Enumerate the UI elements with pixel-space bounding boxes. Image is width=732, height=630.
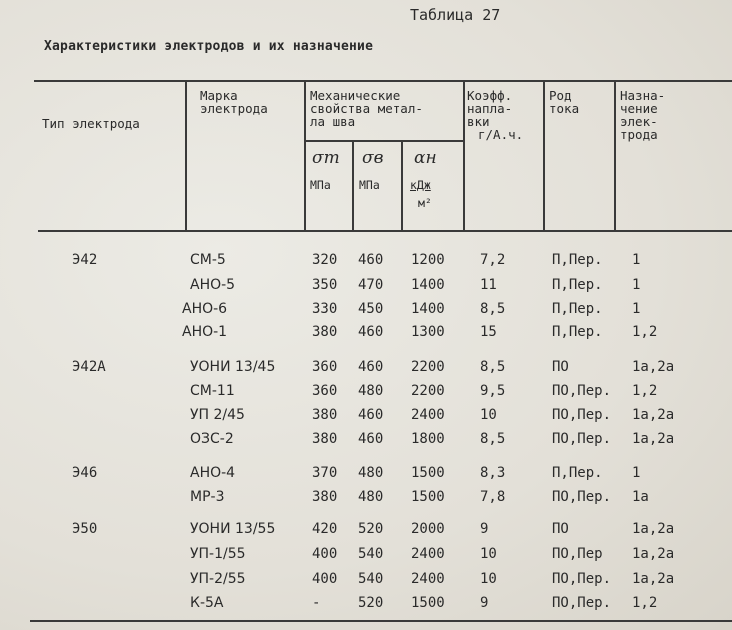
cell-sigma-t: 380 <box>312 489 338 505</box>
header-mech-line2: свойства метал- <box>310 101 423 116</box>
cell-sigma-t: 320 <box>312 252 338 268</box>
bottom-rule <box>30 620 732 622</box>
cell-coef: 7,8 <box>480 489 506 505</box>
cell-sigma-v: 460 <box>358 252 384 268</box>
cell-current: П,Пер. <box>552 465 603 481</box>
cell-purpose: 1,2 <box>632 383 658 399</box>
cell-purpose: 1а,2а <box>632 546 675 562</box>
cell-current: ПО,Пер. <box>552 431 612 447</box>
header-current-line2: тока <box>549 101 580 116</box>
cell-brand: УОНИ 13/45 <box>190 359 276 375</box>
cell-current: ПО <box>552 359 569 375</box>
col-divider-7 <box>614 82 616 230</box>
cell-alpha-n: 1500 <box>411 595 445 611</box>
cell-alpha-n: 1800 <box>411 431 445 447</box>
cell-current: П,Пер. <box>552 277 603 293</box>
header-brand-line1: Марка <box>200 88 238 103</box>
header-alpha-n: αн <box>414 148 437 168</box>
cell-brand: СМ-11 <box>190 383 235 399</box>
cell-purpose: 1 <box>632 465 641 481</box>
cell-alpha-n: 2400 <box>411 407 445 423</box>
col-divider-5 <box>463 82 465 230</box>
cell-alpha-n: 2400 <box>411 546 445 562</box>
cell-brand: ОЗС-2 <box>190 431 234 447</box>
cell-coef: 10 <box>480 571 497 587</box>
cell-type: Э50 <box>72 521 98 537</box>
col-divider-1 <box>185 82 187 230</box>
cell-coef: 8,3 <box>480 465 506 481</box>
cell-sigma-v: 540 <box>358 546 384 562</box>
header-purpose-line2: чение <box>620 101 658 116</box>
cell-alpha-n: 2400 <box>411 571 445 587</box>
cell-type: Э42 <box>72 252 98 268</box>
cell-current: ПО,Пер. <box>552 383 612 399</box>
cell-coef: 10 <box>480 407 497 423</box>
cell-coef: 15 <box>480 324 497 340</box>
cell-sigma-t: 380 <box>312 431 338 447</box>
cell-brand: УП 2/45 <box>190 407 245 423</box>
header-sigma-t: σт <box>312 148 340 168</box>
header-unit-kj: кДж <box>410 178 431 192</box>
header-mech-line3: ла шва <box>310 114 356 129</box>
col-divider-2 <box>304 82 306 230</box>
cell-purpose: 1а,2а <box>632 431 675 447</box>
cell-sigma-t: 370 <box>312 465 338 481</box>
cell-brand: УОНИ 13/55 <box>190 521 276 537</box>
cell-alpha-n: 1400 <box>411 301 445 317</box>
cell-sigma-v: 520 <box>358 521 384 537</box>
cell-sigma-t: 420 <box>312 521 338 537</box>
cell-coef: 8,5 <box>480 301 506 317</box>
cell-current: П,Пер. <box>552 252 603 268</box>
cell-purpose: 1,2 <box>632 324 658 340</box>
cell-sigma-v: 460 <box>358 324 384 340</box>
mech-sub-rule <box>305 140 463 142</box>
cell-alpha-n: 1500 <box>411 489 445 505</box>
cell-purpose: 1,2 <box>632 595 658 611</box>
cell-sigma-t: 380 <box>312 407 338 423</box>
table-caption: Таблица 27 <box>410 6 501 24</box>
cell-current: ПО,Пер. <box>552 571 612 587</box>
cell-sigma-t: 350 <box>312 277 338 293</box>
header-type: Тип электрода <box>42 116 140 131</box>
cell-coef: 10 <box>480 546 497 562</box>
cell-alpha-n: 1400 <box>411 277 445 293</box>
top-rule <box>34 80 732 82</box>
col-divider-3 <box>352 141 354 230</box>
cell-current: ПО,Пер <box>552 546 603 562</box>
cell-current: ПО <box>552 521 569 537</box>
cell-sigma-v: 450 <box>358 301 384 317</box>
cell-sigma-v: 480 <box>358 383 384 399</box>
cell-alpha-n: 1500 <box>411 465 445 481</box>
cell-coef: 8,5 <box>480 431 506 447</box>
cell-sigma-t: - <box>312 595 321 611</box>
header-unit-mpa-2: МПа <box>359 178 380 192</box>
cell-current: ПО,Пер. <box>552 595 612 611</box>
cell-sigma-v: 460 <box>358 407 384 423</box>
cell-brand: УП-2/55 <box>190 571 246 587</box>
cell-coef: 7,2 <box>480 252 506 268</box>
cell-brand: К-5А <box>190 595 224 611</box>
cell-type: Э46 <box>72 465 98 481</box>
cell-current: П,Пер. <box>552 301 603 317</box>
cell-purpose: 1а,2а <box>632 407 675 423</box>
cell-sigma-t: 360 <box>312 383 338 399</box>
cell-sigma-t: 380 <box>312 324 338 340</box>
cell-purpose: 1а,2а <box>632 521 675 537</box>
cell-sigma-v: 480 <box>358 465 384 481</box>
header-unit-mpa-1: МПа <box>310 178 331 192</box>
cell-coef: 11 <box>480 277 497 293</box>
cell-brand: СМ-5 <box>190 252 226 268</box>
cell-alpha-n: 1300 <box>411 324 445 340</box>
header-bottom-rule <box>38 230 732 232</box>
cell-purpose: 1а <box>632 489 649 505</box>
cell-sigma-t: 400 <box>312 571 338 587</box>
cell-purpose: 1 <box>632 277 641 293</box>
cell-sigma-v: 460 <box>358 359 384 375</box>
header-coef-line1: Коэфф. <box>467 88 513 103</box>
cell-purpose: 1 <box>632 301 641 317</box>
cell-brand: АНО-5 <box>190 277 236 293</box>
cell-sigma-v: 480 <box>358 489 384 505</box>
cell-alpha-n: 2000 <box>411 521 445 537</box>
table-title: Характеристики электродов и их назначение <box>44 39 374 54</box>
header-brand-line2: электрода <box>200 101 268 116</box>
cell-sigma-v: 520 <box>358 595 384 611</box>
cell-coef: 9 <box>480 595 489 611</box>
cell-alpha-n: 2200 <box>411 383 445 399</box>
header-coef-line2: напла- <box>467 101 513 116</box>
header-coef-line3: вки <box>467 114 490 129</box>
cell-current: П,Пер. <box>552 324 603 340</box>
cell-purpose: 1 <box>632 252 641 268</box>
header-coef-line4: г/А.ч. <box>478 127 524 142</box>
cell-purpose: 1а,2а <box>632 359 675 375</box>
header-mech-line1: Механические <box>310 88 401 103</box>
header-purpose-line3: элек- <box>620 114 658 129</box>
cell-sigma-v: 470 <box>358 277 384 293</box>
cell-alpha-n: 1200 <box>411 252 445 268</box>
header-sigma-v: σв <box>362 148 384 168</box>
header-purpose-line4: трода <box>620 127 658 142</box>
header-purpose-line1: Назна- <box>620 88 666 103</box>
cell-sigma-t: 330 <box>312 301 338 317</box>
cell-current: ПО,Пер. <box>552 407 612 423</box>
cell-purpose: 1а,2а <box>632 571 675 587</box>
header-unit-m2: м² <box>418 196 432 210</box>
cell-brand: АНО-6 <box>182 301 228 317</box>
cell-sigma-t: 360 <box>312 359 338 375</box>
cell-alpha-n: 2200 <box>411 359 445 375</box>
header-current-line1: Род <box>549 88 572 103</box>
cell-coef: 8,5 <box>480 359 506 375</box>
cell-sigma-v: 460 <box>358 431 384 447</box>
col-divider-4 <box>401 141 403 230</box>
col-divider-6 <box>543 82 545 230</box>
cell-sigma-v: 540 <box>358 571 384 587</box>
cell-coef: 9 <box>480 521 489 537</box>
cell-brand: АНО-1 <box>182 324 228 340</box>
cell-brand: АНО-4 <box>190 465 236 481</box>
cell-brand: МР-3 <box>190 489 225 505</box>
cell-type: Э42А <box>72 359 106 375</box>
cell-brand: УП-1/55 <box>190 546 246 562</box>
cell-sigma-t: 400 <box>312 546 338 562</box>
cell-coef: 9,5 <box>480 383 506 399</box>
cell-current: ПО,Пер. <box>552 489 612 505</box>
